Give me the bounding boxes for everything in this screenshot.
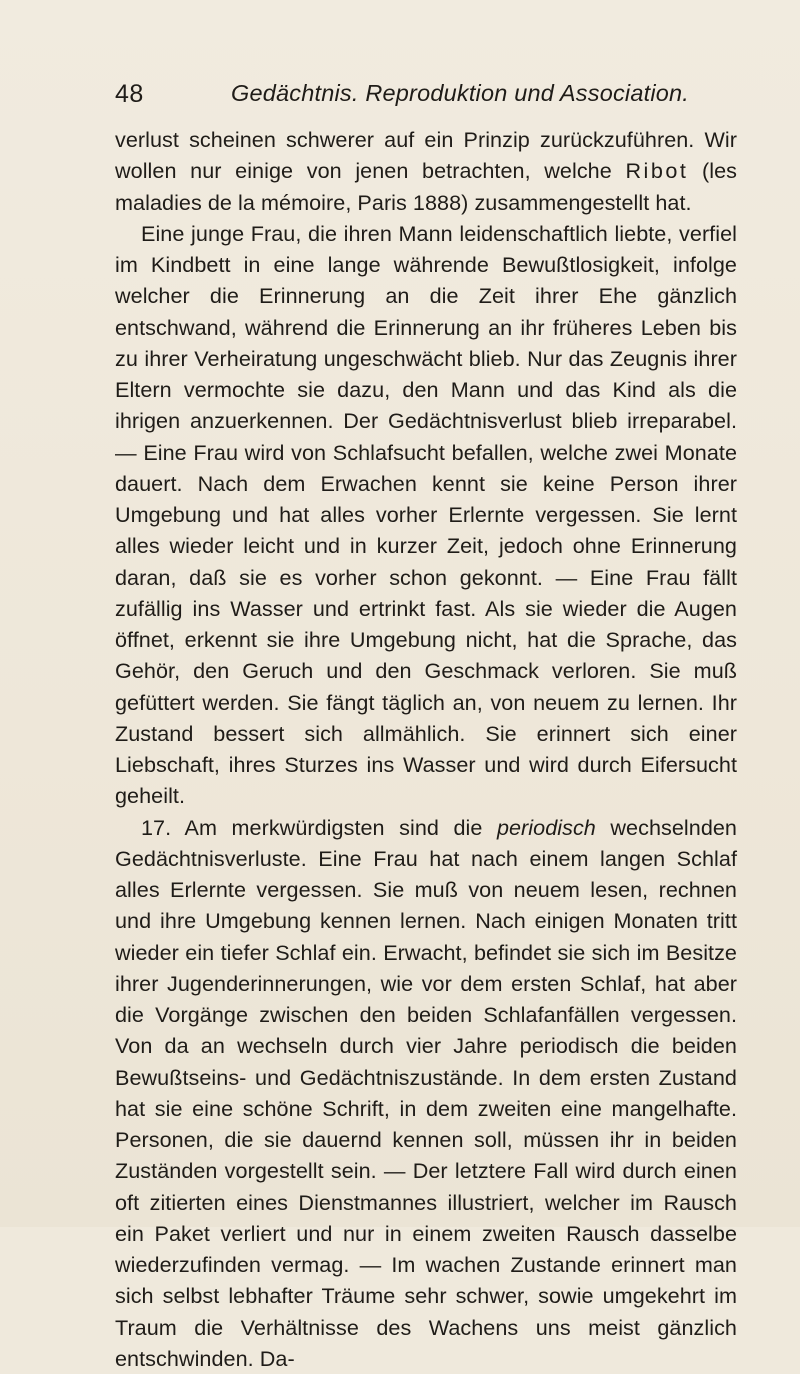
- body-text: [115, 124, 737, 1374]
- paragraph-3-text-b: wechselnden Gedächtnisverluste. Eine Frau hat nach einem langen Schlaf alles Erlernte vergessen. Sie muß von neuem lesen, rechnen und ihre Umgebung kennen lernen. Nach einigen Monaten tritt wieder ein tiefer Schlaf ein. Erwacht, befindet sie sich im Besitze ihrer Jugenderinnerungen, wie vor dem ersten Schlaf, hat aber die Vorgänge zwischen den beiden Schlafanfällen vergessen. Von da an wechseln durch vier Jahre periodisch die beiden Bewußtseins- und Gedächtniszustände. In dem ersten Zustand hat sie eine schöne Schrift, in dem zweiten eine mangelhafte. Personen, die sie dauernd kennen soll, müssen ihr in beiden Zuständen vorgestellt sein. — Der letztere Fall wird durch einen oft zitierten eines Dienstmannes illustriert, welcher im Rausch ein Paket verliert und nur in einem zweiten Rausch dasselbe wiederzufinden vermag. — Im wachen Zustande erinnert man sich selbst lebhafter Träume sehr schwer, sowie umgekehrt im Traum die Verhältnisse des Wachens uns meist gänzlich entschwinden. Da-: [115, 815, 737, 1371]
- author-name-ribot: Ribot: [625, 158, 688, 183]
- paragraph-3: [115, 812, 737, 1374]
- paragraph-1-text-b: (les maladies de la mémoire, Paris 1888) zusammengestellt hat.: [115, 158, 737, 214]
- paragraph-3-text-a: 17. Am merkwürdigsten sind die: [141, 815, 497, 840]
- paragraph-1: [115, 124, 737, 218]
- paragraph-2: Eine junge Frau, die ihren Mann leidenschaftlich liebte, verfiel im Kindbett in eine lange währende Bewußtlosigkeit, infolge welcher die Erinnerung an die Zeit ihrer Ehe gänzlich entschwand, während die Erinnerung an ihr früheres Leben bis zu ihrer Verheiratung ungeschwächt blieb. Nur das Zeugnis ihrer Eltern vermochte sie dazu, den Mann und das Kind als die ihrigen anzuerkennen. Der Gedächtnisverlust blieb irreparabel. — Eine Frau wird von Schlafsucht befallen, welche zwei Monate dauert. Nach dem Erwachen kennt sie keine Person ihrer Umgebung und hat alles vorher Erlernte vergessen. Sie lernt alles wieder leicht und in kurzer Zeit, jedoch ohne Erinnerung daran, daß sie es vorher schon gekonnt. — Eine Frau fällt zufällig ins Wasser und ertrinkt fast. Als sie wieder die Augen öffnet, erkennt sie ihre Umgebung nicht, hat die Sprache, das Gehör, den Geruch und den Geschmack verloren. Sie muß gefüttert werden. Sie fängt täglich an, von neuem zu lernen. Ihr Zustand bessert sich allmählich. Sie erinnert sich einer Liebschaft, ihres Sturzes ins Wasser und wird durch Eifersucht geheilt.: [115, 218, 737, 812]
- page-header: [115, 80, 735, 120]
- paragraph-1-text-a: verlust scheinen schwerer auf ein Prinzip zurückzuführen. Wir wollen nur einige von jenen betrachten, welche: [115, 127, 737, 183]
- running-head: Gedächtnis. Reproduktion und Association.: [231, 80, 689, 107]
- emphasis-periodisch: periodisch: [497, 815, 596, 840]
- page-number: 48: [115, 80, 144, 109]
